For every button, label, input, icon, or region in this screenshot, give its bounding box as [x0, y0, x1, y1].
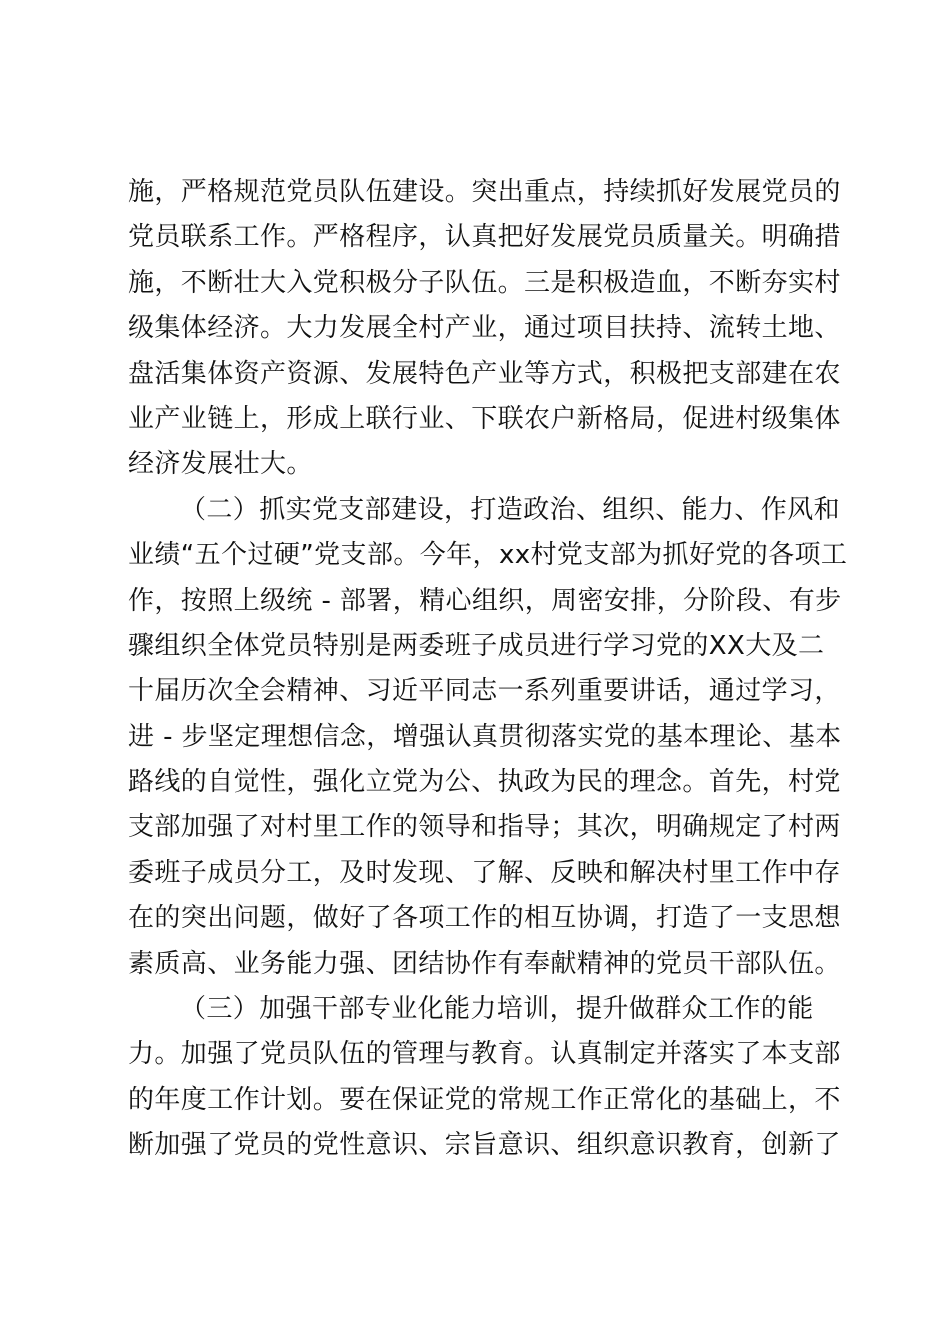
text-line: 在的突出问题，做好了各项工作的相互协调，打造了一支思想	[128, 903, 841, 934]
text-line: 作，按照上级统 - 部署，精心组织，周密安排，分阶段、有步	[128, 585, 842, 616]
text-line: 路线的自觉性，强化立党为公、执政为民的理念。首先，村党	[128, 767, 841, 798]
text-line: 十届历次全会精神、习近平同志一系列重要讲话，通过学习，	[128, 676, 841, 707]
text-line: 业产业链上，形成上联行业、下联农户新格局，促进村级集体	[128, 403, 841, 434]
text-line: 素质高、业务能力强、团结协作有奉献精神的党员干部队伍。	[128, 948, 841, 979]
text-line: （二）抓实党支部建设，打造政治、组织、能力、作风和	[180, 494, 841, 525]
text-line: 的年度工作计划。要在保证党的常规工作正常化的基础上，不	[128, 1084, 841, 1115]
text-line: 力。加强了党员队伍的管理与教育。认真制定并落实了本支部	[128, 1039, 841, 1070]
text-line: 断加强了党员的党性意识、宗旨意识、组织意识教育，创新了	[128, 1130, 841, 1161]
text-line: 经济发展壮大。	[128, 449, 313, 480]
text-line: 进 - 步坚定理想信念，增强认真贯彻落实党的基本理论、基本	[128, 721, 842, 752]
text-line: 骤组织全体党员特别是两委班子成员进行学习党的XX大及二	[128, 630, 825, 661]
body-text	[128, 170, 848, 1169]
text-line: （三）加强干部专业化能力培训，提升做群众工作的能	[180, 994, 814, 1025]
text-line: 委班子成员分工，及时发现、了解、反映和解决村里工作中存	[128, 857, 841, 888]
text-line: 级集体经济。大力发展全村产业，通过项目扶持、流转土地、	[128, 313, 841, 344]
text-line: 党员联系工作。严格程序，认真把好发展党员质量关。明确措	[128, 222, 841, 253]
text-line: 盘活集体资产资源、发展特色产业等方式，积极把支部建在农	[128, 358, 841, 389]
text-line: 施，严格规范党员队伍建设。突出重点，持续抓好发展党员的	[128, 177, 841, 207]
text-line: 支部加强了对村里工作的领导和指导；其次，明确规定了村两	[128, 812, 841, 843]
text-line: 施，不断壮大入党积极分子队伍。三是积极造血，不断夯实村	[128, 267, 841, 298]
text-line: 业绩“五个过硬”党支部。今年，xx村党支部为抓好党的各项工	[128, 540, 848, 571]
